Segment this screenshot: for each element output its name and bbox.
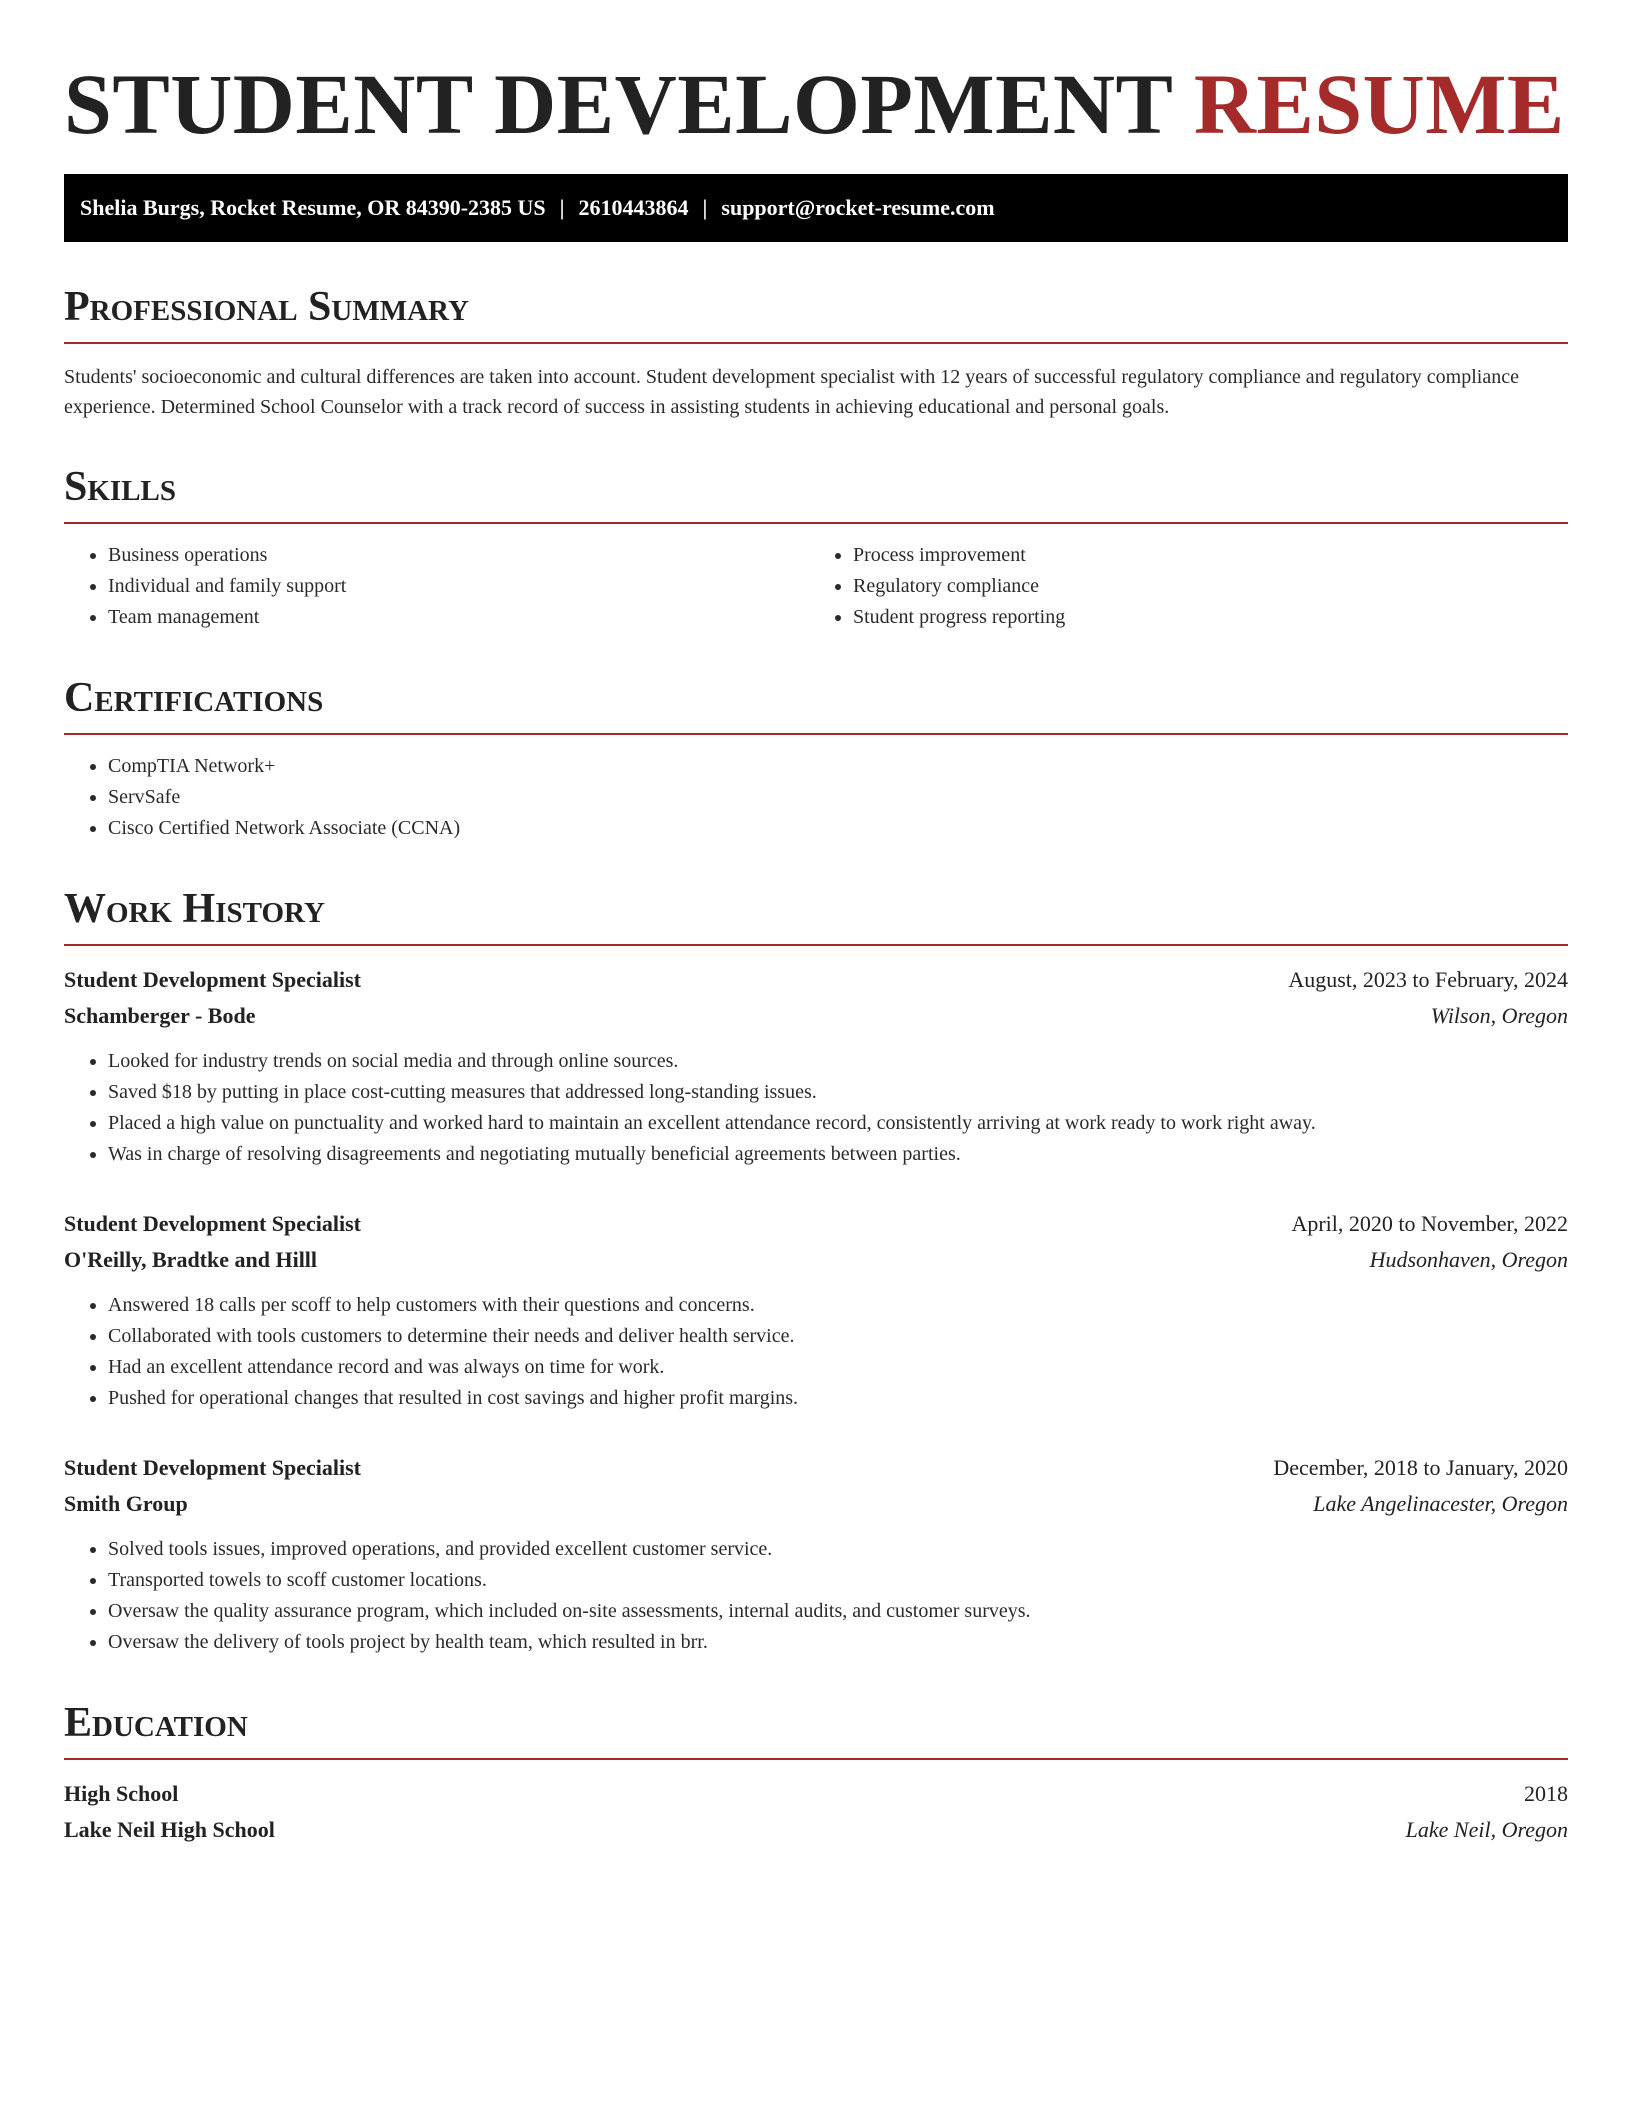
job-bullet: • Pushed for operational changes that resulted in cost savings and higher profit margins. [108,1383,1568,1414]
skills-section [64,462,1568,633]
job-location: Wilson, Oregon [1430,1003,1568,1028]
job-company-row [64,998,1568,1034]
certification-item: • Cisco Certified Network Associate (CCNA) [108,813,1568,844]
job-dates: December, 2018 to January, 2020 [1273,1455,1568,1480]
certifications-section [64,673,1568,844]
job-bullet: • Saved $18 by putting in place cost-cutting measures that addressed long-standing issues. [108,1077,1568,1108]
work-history-section [64,884,1568,1658]
education-degree-row [64,1776,1568,1812]
job-bullet: • Oversaw the delivery of tools project by health team, which resulted in brr. [108,1627,1568,1658]
job-entry [64,1450,1568,1658]
education-heading: Education [64,1698,1568,1760]
job-bullet: • Looked for industry trends on social media and through online sources. [108,1046,1568,1077]
education-location: Lake Neil, Oregon [1405,1817,1568,1842]
job-dates: August, 2023 to February, 2024 [1288,967,1568,992]
job-title: Student Development Specialist [64,1211,361,1236]
page-title [64,50,1568,158]
certification-item: • CompTIA Network+ [108,751,1568,782]
title-accent: RESUME [1193,56,1565,152]
job-bullet: • Transported towels to scoff customer locations. [108,1565,1568,1596]
job-company: Smith Group [64,1491,188,1516]
skill-item: • Student progress reporting [853,602,1568,633]
job-entry [64,962,1568,1170]
certification-item: • ServSafe [108,782,1568,813]
job-header-row [64,1206,1568,1242]
job-header-row [64,1450,1568,1486]
skill-item: • Regulatory compliance [853,571,1568,602]
job-bullet: • Placed a high value on punctuality and worked hard to maintain an excellent attendance record, consistently arriving at work ready to work right away. [108,1108,1568,1139]
skill-item: • Process improvement [853,540,1568,571]
job-bullet: • Oversaw the quality assurance program, which included on-site assessments, internal audits, and customer surveys. [108,1596,1568,1627]
job-bullet: • Had an excellent attendance record and was always on time for work. [108,1352,1568,1383]
job-title: Student Development Specialist [64,1455,361,1480]
skill-item: • Business operations [108,540,823,571]
education-section [64,1698,1568,1848]
job-company: O'Reilly, Bradtke and Hilll [64,1247,318,1272]
education-entry [64,1776,1568,1848]
job-bullet: • Collaborated with tools customers to determine their needs and deliver health service. [108,1321,1568,1352]
skills-heading: Skills [64,462,1568,524]
skill-item: • Individual and family support [108,571,823,602]
certifications-heading: Certifications [64,673,1568,735]
contact-bar [64,174,1568,242]
job-company: Schamberger - Bode [64,1003,256,1028]
contact-separator: | [702,195,708,220]
contact-email[interactable]: support@rocket-resume.com [721,195,995,220]
job-title: Student Development Specialist [64,967,361,992]
job-entry [64,1206,1568,1414]
skills-list-right [823,540,1568,633]
education-school: Lake Neil High School [64,1817,275,1842]
job-header-row [64,962,1568,998]
contact-phone: 2610443864 [578,195,689,220]
skill-item: • Team management [108,602,823,633]
skills-grid [64,524,1568,633]
job-bullets [64,1534,1568,1658]
job-company-row [64,1242,1568,1278]
job-dates: April, 2020 to November, 2022 [1291,1211,1568,1236]
certifications-list [64,751,1568,844]
job-bullet: • Was in charge of resolving disagreements and negotiating mutually beneficial agreements between parties. [108,1139,1568,1170]
summary-section [64,282,1568,422]
work-history-heading: Work History [64,884,1568,946]
job-location: Lake Angelinacester, Oregon [1313,1491,1568,1516]
title-main: STUDENT DEVELOPMENT [64,56,1172,152]
contact-address: Shelia Burgs, Rocket Resume, OR 84390-2385 US [80,195,546,220]
job-bullet: • Answered 18 calls per scoff to help customers with their questions and concerns. [108,1290,1568,1321]
job-company-row [64,1486,1568,1522]
job-bullets [64,1046,1568,1170]
summary-heading: Professional Summary [64,282,1568,344]
job-bullets [64,1290,1568,1414]
education-school-row [64,1812,1568,1848]
contact-separator: | [559,195,565,220]
job-bullet: • Solved tools issues, improved operations, and provided excellent customer service. [108,1534,1568,1565]
education-year: 2018 [1524,1781,1568,1806]
education-degree: High School [64,1781,179,1806]
skills-list-left [64,540,823,633]
job-location: Hudsonhaven, Oregon [1369,1247,1568,1272]
summary-text: Students' socioeconomic and cultural differences are taken into account. Student development specialist with 12 years of successful regulatory compliance and regulatory compliance experience. Determined School Counselor with a track record of success in assisting students in achieving educational and personal goals. [64,366,1519,418]
